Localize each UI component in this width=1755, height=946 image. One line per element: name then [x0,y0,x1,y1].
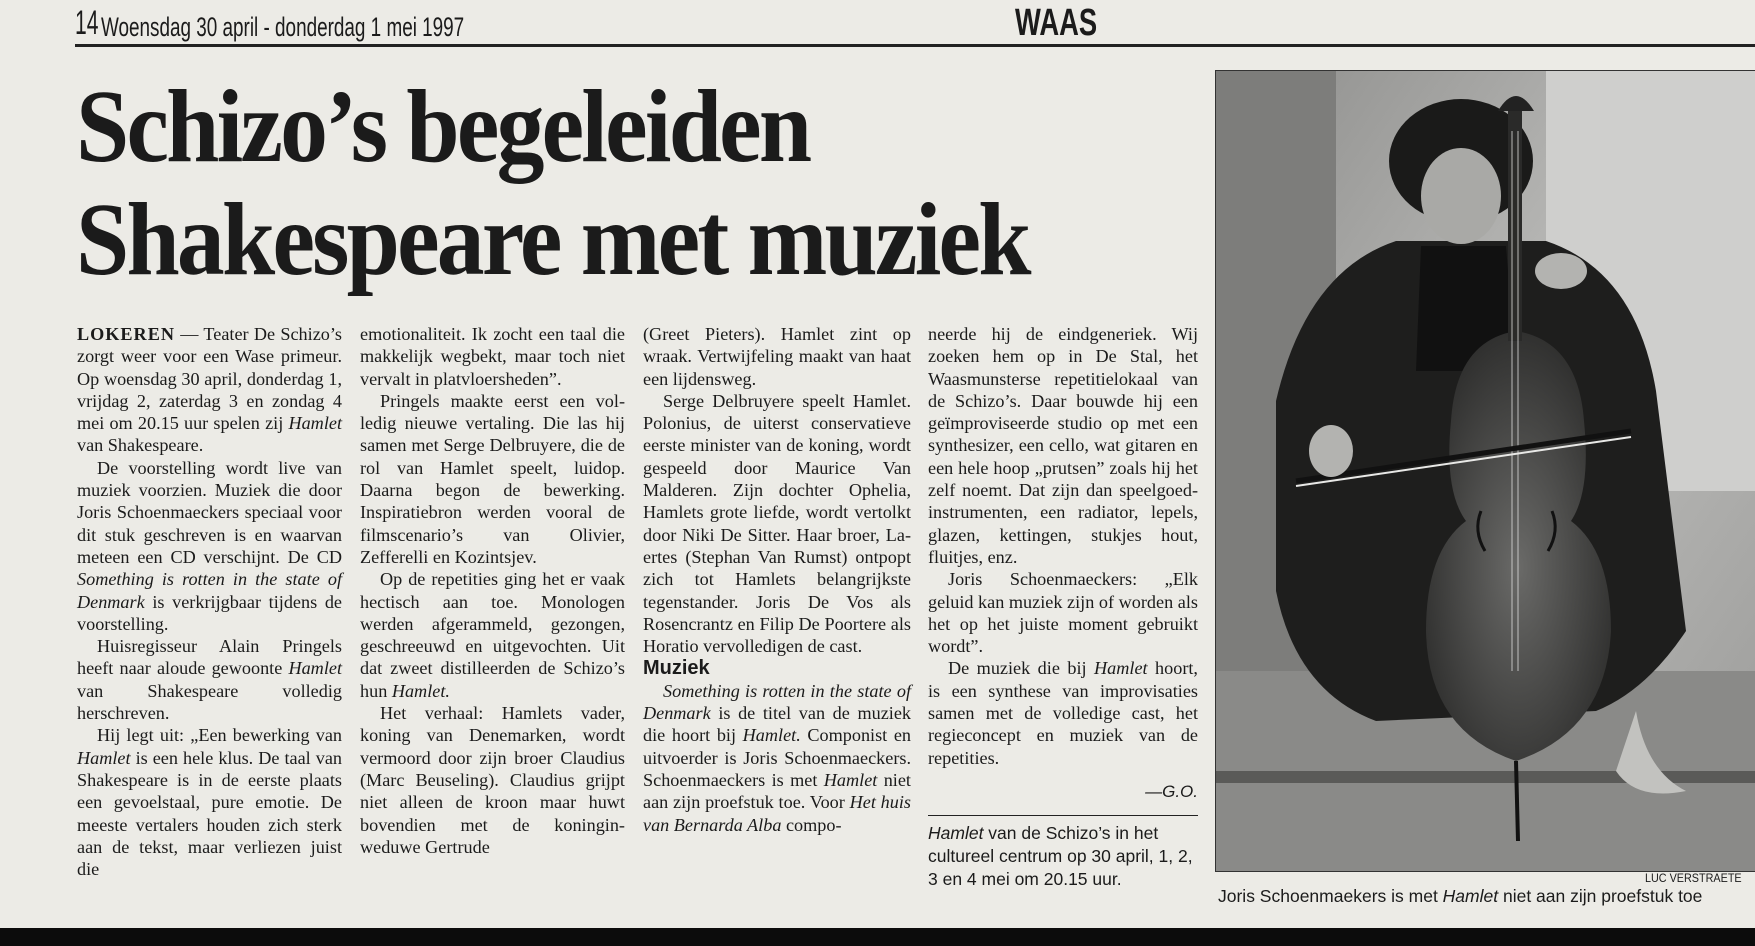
dateline-city: LOKEREN [77,324,175,344]
article-headline [76,70,1116,296]
page-number: 14 [75,4,99,42]
cellist-illustration [1216,71,1755,871]
paragraph [77,457,342,635]
cellist-photo [1215,70,1755,872]
text: niet aan zijn proefstuk toe [1498,886,1703,906]
text: De muziek die bij [948,658,1095,679]
text: Componist en uitvoerder is Joris Schoenmaeckers. Schoenmaeckers is met [643,725,911,790]
author-signature: —G.O. [1145,781,1198,801]
article-column-2 [360,323,625,858]
italic-title: Hamlet [288,658,342,679]
italic-title: Hamlet [1094,658,1148,679]
italic-title: Something is rotten in the state of Denmark [77,569,342,612]
italic-title: Something is rotten in the state of Denmark [643,680,911,724]
subheading: Muziek [643,657,710,680]
photo-caption [1218,886,1755,907]
italic-title: Hamlet [823,769,878,790]
italic-title: Hamlet [288,413,342,434]
paragraph: Pringels maakte eerst een volledig nieuwe vertaling. Die las hij samen met Serge Delbruyere, die de rol van Hamlet speelt, luidop. Daarna begon de bewerking. Inspiratiebron werden vooral de filmscenario’s van Olivier, Zefferelli en Kozintsjev. [360,390,625,567]
section-name: WAAS [1015,2,1098,44]
paragraph [77,635,342,724]
paragraph: Het verhaal: Hamlets vader, koning van Denemarken, wordt vermoord door zijn broer Claudius (Marc Beuseling). Claudius grijpt niet alleen de kroon maar huwt bovendien met de koningin-weduwe Gertrude [360,703,625,857]
text: hoort, is een synthese van improvisaties samen met de volledige cast, het regieconcept en muziek van de repetities. [928,658,1198,768]
text: compo- [781,814,842,835]
paragraph [77,323,342,457]
page-header [75,2,1755,46]
photo-credit: LUC VERSTRAETE [1645,871,1742,885]
paragraph [360,568,625,702]
headline-line-2: Shakespeare met muziek [76,182,1029,297]
italic-title: Hamlet [928,823,984,844]
italic-title: Hamlet [1442,886,1499,906]
italic-title: Hamlet [77,747,131,768]
text: De voorstelling wordt live van muziek voorzien. Muziek die door Joris Schoenmaeckers speciaal voor dit stuk geschreven is en waarvan meteen een CD verschijnt. De CD [77,457,342,567]
paragraph: Serge Delbruyere speelt Hamlet. Polonius, de uiterst conservatieve eerste minister van de koning, wordt gespeeld door Maurice Van Malderen. Zijn dochter Ophelia, Hamlets grote liefde, wordt vertolkt door Niki De Sitter. Haar broer, Laertes (Stephan Van Rumst) ontpopt zich tot Hamlets belangrijkste tegenstander. Joris De Vos als Rosencrantz en Filip De Poortere als Horatio vervolledigen de cast. [643,390,911,657]
italic-title: Het huis van Bernarda Alba [643,792,911,835]
paragraph: Joris Schoenmaeckers: „Elk geluid kan muziek zijn of worden als het op het juiste moment gebruikt wordt”. [928,569,1198,657]
italic-title: Hamlet. [742,725,801,746]
scan-edge [0,928,1755,946]
header-rule [75,44,1755,47]
text: niet aan zijn proefstuk toe. Voor [643,769,911,813]
paragraph [643,680,911,836]
article-column-1 [77,323,342,880]
text: van Shakespeare. [77,435,204,456]
text: Huisregisseur Alain Pringels heeft naar aloude gewoonte [77,636,342,679]
headline-line-1: Schizo’s begeleiden [76,69,810,184]
text: is verkrijgbaar tijdens de voorstelling. [77,591,342,634]
text: is een hele klus. De taal van Shakespeare is in de eerste plaats een gevoelstaal, pure emotie. De meeste vertalers houden zich sterk aan de tekst, maar verliezen juist die [77,747,342,880]
text: is de titel van de muziek die hoort bij [643,703,911,746]
text: — Teater De Schizo’s zorgt weer voor een Wase primeur. Op woensdag 30 april, donderdag 1, vrijdag 2, zaterdag 3 en zondag 4 mei om 20.15 uur spelen zij [77,324,342,434]
caption-block [928,815,1198,891]
text: Op de repetities ging het er vaak hectisch aan toe. Monologen werden afgerammeld, gezongen, geschreeuwd en uitgevochten. Uit dat zweet distilleerden de Schizo’s hun [360,569,625,701]
paragraph [77,724,342,880]
paragraph: emotionaliteit. Ik zocht een taal die makkelijk wegbekt, maar toch niet vervalt in platvloersheden”. [360,324,625,389]
issue-date: Woensdag 30 april - donderdag 1 mei 1997 [101,12,465,42]
text: van Shakespeare volledig herschreven. [77,680,342,724]
event-caption [928,822,1198,891]
article-column-4 [928,323,1198,891]
paragraph: neerde hij de eindgeneriek. Wij zoeken hem op in De Stal, het Waasmunsterse repetitielokaal van de Schizo’s. Daar bouwde hij een geïmproviseerde studio op met een synthesizer, een cello, wat gitaren en een hele hoop „prutsen” zoals hij het zelf noemt. Dat zijn dan speelgoedinstrumenten, een radiator, lepels, glazen, kettingen, stukjes hout, fluitjes, enz. [928,324,1198,567]
text: van de Schizo’s in het cultureel centrum op 30 april, 1, 2, 3 en 4 mei om 20.15 uur. [928,823,1193,890]
paragraph: (Greet Pieters). Hamlet zint op wraak. Vertwijfeling maakt van haat een lijdensweg. [643,324,911,389]
paragraph [928,657,1198,768]
article-column-3 [643,323,911,836]
text: Joris Schoenmaekers is met [1218,886,1443,906]
text: Hij legt uit: „Een bewerking van [97,725,342,746]
italic-title: Hamlet. [391,680,450,701]
